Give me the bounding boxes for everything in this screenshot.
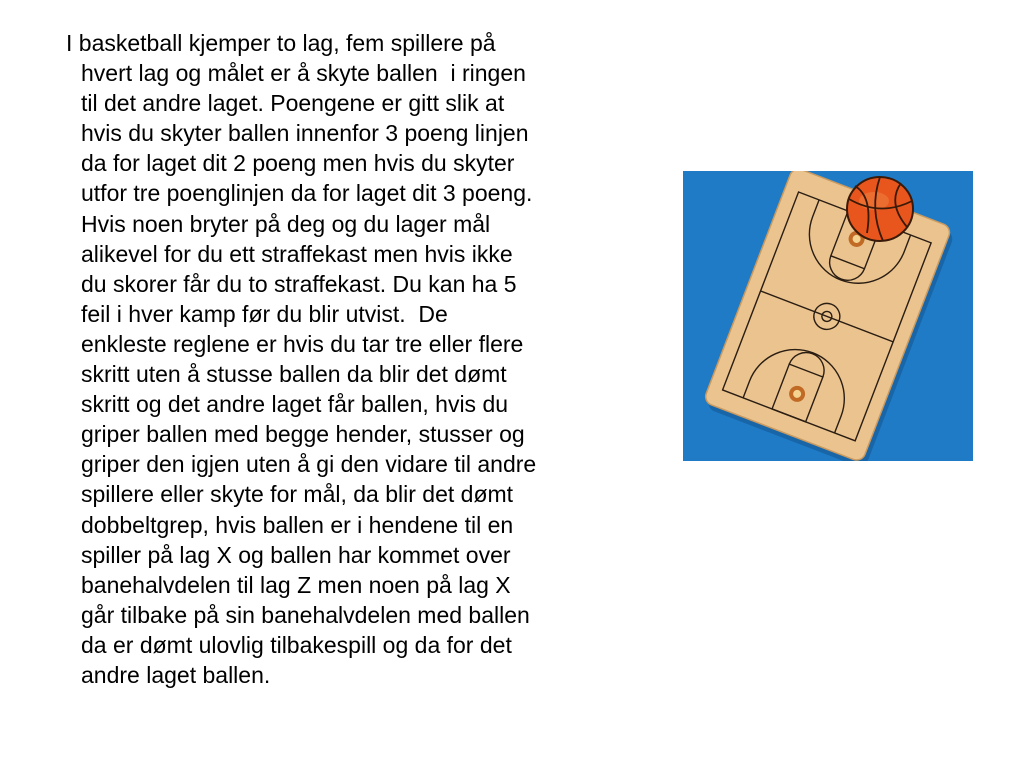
paragraph-line: I basketball kjemper to lag, fem spillere på [66,30,496,56]
paragraph-line: da er dømt ulovlig tilbakespill og da for det [81,631,512,658]
paragraph-line: Hvis noen bryter på deg og du lager mål [81,210,491,237]
paragraph-line: feil i hver kamp før du blir utvist. De [81,300,448,327]
paragraph-line: hvert lag og målet er å skyte ballen i ringen [81,60,526,87]
basketball [847,177,913,241]
paragraph-line: griper den igjen uten å gi den vidare til andre [81,451,537,478]
paragraph-line: til det andre laget. Poengene er gitt slik at [81,90,505,117]
paragraph-line: dobbeltgrep, hvis ballen er i hendene til en [81,511,514,538]
paragraph-line: utfor tre poenglinjen da for laget dit 3 poeng. [81,180,533,207]
paragraph-line: griper ballen med begge hender, stusser og [81,421,525,448]
basketball-court-board-icon [683,171,973,461]
paragraph-line: alikevel for du ett straffekast men hvis ikke [81,240,513,267]
rules-paragraph [66,28,666,690]
paragraph-line: da for laget dit 2 poeng men hvis du skyter [81,150,515,177]
paragraph-line: spillere eller skyte for mål, da blir det dømt [81,481,514,508]
paragraph-line: spiller på lag X og ballen har kommet over [81,541,511,568]
paragraph-line: hvis du skyter ballen innenfor 3 poeng linjen [81,120,529,147]
paragraph-line: skritt uten å stusse ballen da blir det dømt [81,361,507,388]
paragraph-line: du skorer får du to straffekast. Du kan ha 5 [81,270,517,297]
paragraph-line: enkleste reglene er hvis du tar tre eller flere [81,330,524,357]
paragraph-line: går tilbake på sin banehalvdelen med ballen [81,601,530,628]
paragraph-line: banehalvdelen til lag Z men noen på lag X [81,571,511,598]
paragraph-line: skritt og det andre laget får ballen, hvis du [81,391,509,418]
paragraph-line: andre laget ballen. [81,661,271,688]
